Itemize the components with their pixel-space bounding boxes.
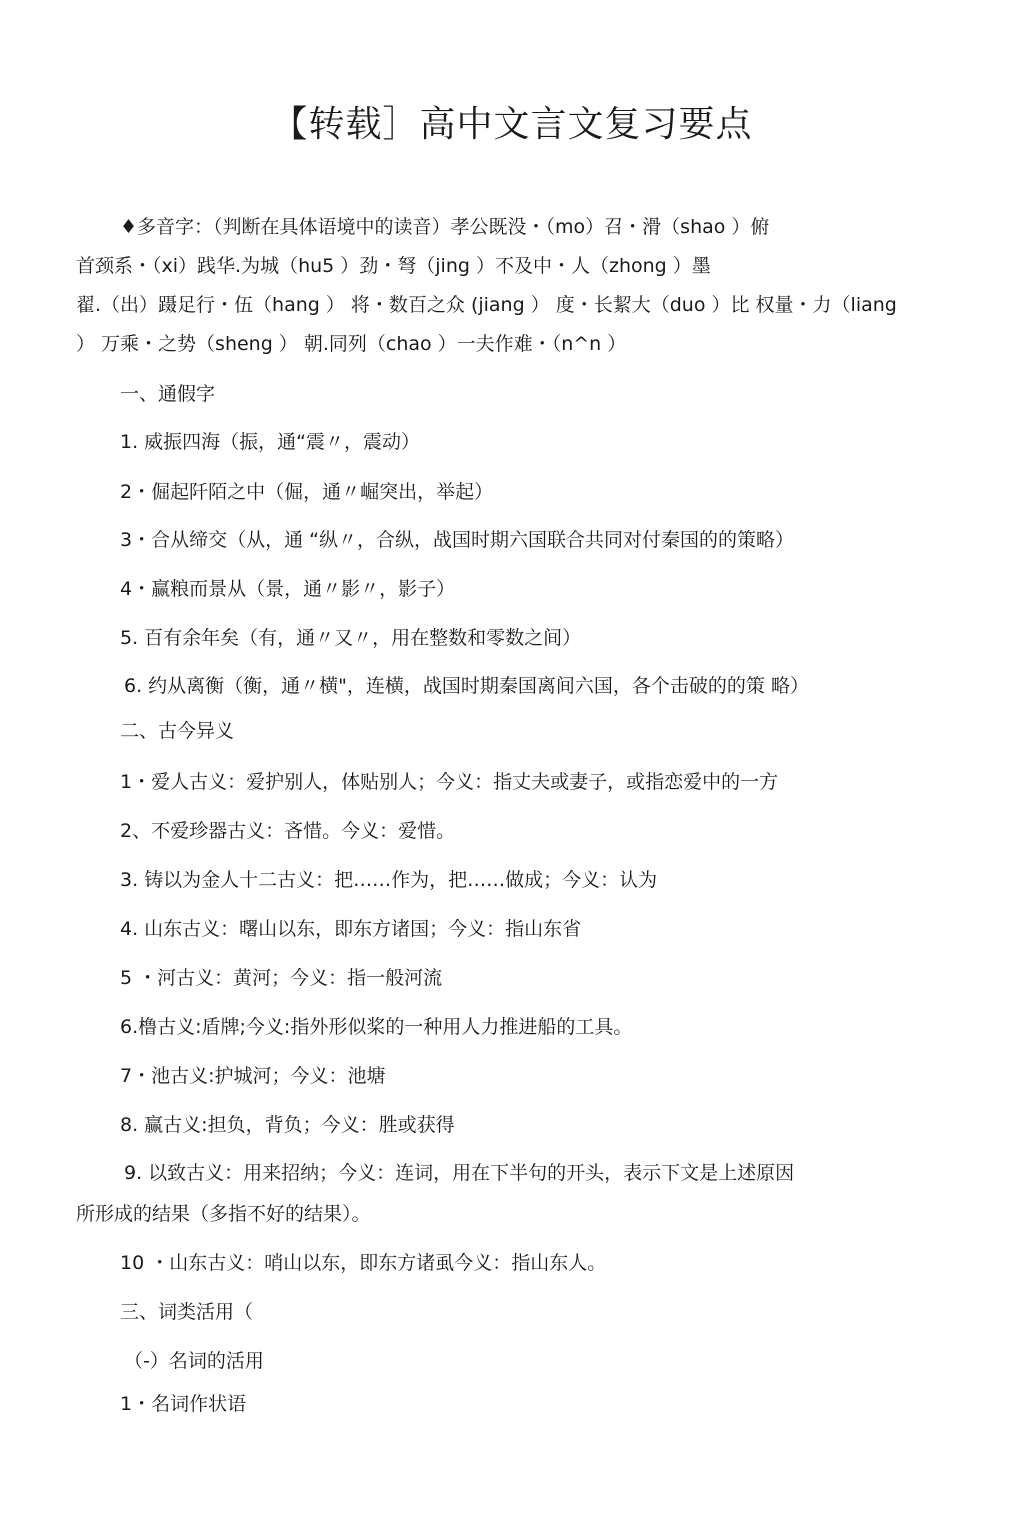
list-item: 4. 山东古义：曙山以东，即东方诸国；今义：指山东省 xyxy=(120,918,582,940)
list-item: 9. 以致古义：用来招纳；今义：连词，用在下半句的开头，表示下文是上述原因 xyxy=(124,1162,795,1184)
document-title: 【转载］高中文言文复习要点 xyxy=(271,104,753,145)
subsection-heading: （-）名词的活用 xyxy=(124,1350,264,1372)
list-item: 8. 赢古义:担负，背负；今义：胜或获得 xyxy=(120,1114,455,1136)
list-item: 1. 威振四海（振，通“震〃，震动） xyxy=(120,431,421,453)
intro-line-2: 首颈系・（xi）践华.为城（hu5 ）劲・弩（jing ）不及中・人（zhong ）墨 xyxy=(76,255,711,277)
intro-line-4: ） 万乘・之势（sheng ） 朝.同列（chao ）一夫作难・（n^n ） xyxy=(76,333,627,355)
list-item: 10 ・山东古义：哨山以东，即东方诸虱今义：指山东人。 xyxy=(120,1252,607,1274)
list-item: 2、不爱珍器古义：吝惜。今义：爱惜。 xyxy=(120,820,456,842)
list-item: 6. 约从离衡（衡，通〃横"，连横，战国时期秦国离间六国，各个击破的的策 略） xyxy=(124,675,809,697)
section-heading-tongjiazi: 一、通假字 xyxy=(120,383,216,405)
section-heading-cileihuoyong: 三、词类活用（ xyxy=(120,1301,254,1323)
list-item: 6.橹古义:盾牌;今义:指外形似桨的一种用人力推进船的工具。 xyxy=(120,1016,633,1038)
list-item: 5 ・河古义：黄河；今义：指一般河流 xyxy=(120,967,443,989)
list-item: 1・名词作状语 xyxy=(120,1393,247,1415)
list-item: 3・合从缔交（从，通 “纵〃，合纵，战国时期六国联合共同对付秦国的的策略） xyxy=(120,529,794,551)
list-item: 3. 铸以为金人十二古义：把……作为，把……做成；今义：认为 xyxy=(120,869,658,891)
section-heading-gujinyiyi: 二、古今异义 xyxy=(120,720,235,742)
intro-line-3: 翟.（出）蹑足行・伍（hang ） 将・数百之众 (jiang ） 度・长絜大（duo ）比 权量・力（liang xyxy=(76,294,897,316)
list-item: 4・赢粮而景从（景，通〃影〃，影子） xyxy=(120,578,456,600)
list-item: 1・爱人古义：爱护别人，体贴别人；今义：指丈夫或妻子，或指恋爱中的一方 xyxy=(120,771,779,793)
list-item: 7・池古义:护城河；今义：池塘 xyxy=(120,1065,386,1087)
list-item: 2・倔起阡陌之中（倔，通〃崛突出，举起） xyxy=(120,481,494,503)
list-item-continuation: 所形成的结果（多指不好的结果）。 xyxy=(76,1203,371,1225)
intro-line-1: ♦多音字：（判断在具体语境中的读音）孝公既没・（mo）召・滑（shao ）俯 xyxy=(120,216,770,238)
list-item: 5. 百有余年矣（有，通〃又〃，用在整数和零数之间） xyxy=(120,627,582,649)
